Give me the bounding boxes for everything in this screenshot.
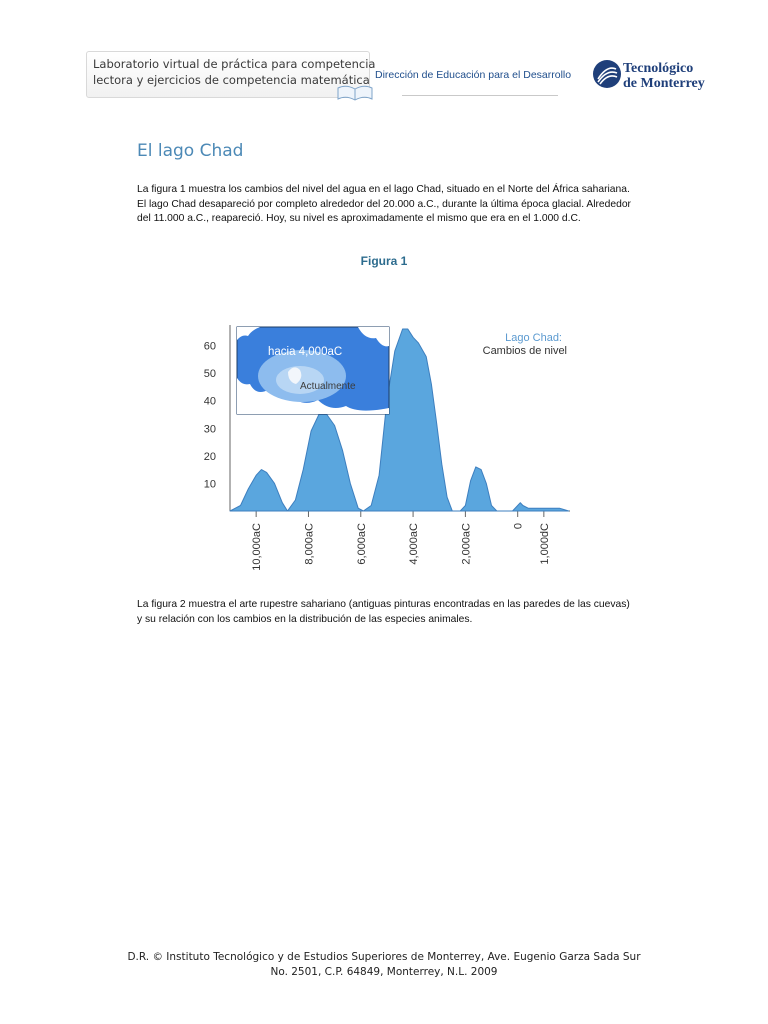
chart-title: Lago Chad:: [505, 332, 562, 344]
header-divider: [402, 95, 558, 96]
footer-line-1: D.R. © Instituto Tecnológico y de Estudios Superiores de Monterrey, Ave. Eugenio Garza Sada Sur: [127, 951, 641, 963]
y-tick-label: 50: [203, 368, 216, 381]
y-tick-label: 60: [203, 340, 216, 353]
logo-text-line-2: de Monterrey: [623, 76, 705, 91]
x-tick-label: 4,000aC: [408, 523, 421, 565]
second-paragraph: La figura 2 muestra el arte rupestre sahariano (antiguas pinturas encontradas en las paredes de las cuevas) y su relación con los cambios en la distribución de las especies animales.: [137, 599, 630, 625]
y-tick-label: 40: [203, 395, 216, 408]
lab-banner-line-1: Laboratorio virtual de práctica para competencia: [93, 57, 376, 71]
tec-logo-icon: [592, 59, 622, 89]
inset-label-upper: hacia 4,000aC: [268, 346, 343, 358]
intro-paragraph: La figura 1 muestra los cambios del nivel del agua en el lago Chad, situado en el Norte del África sahariana. El lago Chad desapareció por completo alrededor del 20.000 a.C., durante la última época glacial. Alrededor del 11.000 a.C., reapareció. Hoy, su nivel es aproximadamente el mismo que era en el 1.000 d.C.: [137, 184, 631, 224]
page-title: El lago Chad: [137, 141, 244, 161]
x-tick-label: 10,000aC: [251, 523, 264, 571]
department-name: Dirección de Educación para el Desarrollo: [375, 69, 572, 81]
inset-label-lower: Actualmente: [300, 381, 356, 392]
footer-line-2: No. 2501, C.P. 64849, Monterrey, N.L. 2009: [270, 966, 498, 978]
chart-subtitle: Cambios de nivel: [482, 345, 567, 357]
lab-banner-line-2: lectora y ejercicios de competencia matemática: [93, 73, 370, 87]
y-tick-label: 20: [203, 450, 216, 463]
lake-level-chart: [190, 318, 590, 590]
x-tick-label: 1,000dC: [538, 523, 551, 565]
x-tick-label: 8,000aC: [303, 523, 316, 565]
logo-text-line-1: Tecnológico: [623, 61, 694, 76]
lab-banner: [86, 51, 376, 98]
open-book-icon: [336, 84, 374, 102]
figure-title: Figura 1: [360, 254, 408, 268]
x-tick-label: 2,000aC: [460, 523, 473, 565]
footer: [0, 950, 768, 980]
inset-map: [237, 327, 389, 414]
y-tick-label: 10: [203, 478, 216, 491]
y-tick-label: 30: [203, 423, 216, 436]
x-tick-label: 0: [512, 523, 525, 530]
x-tick-label: 6,000aC: [355, 523, 368, 565]
